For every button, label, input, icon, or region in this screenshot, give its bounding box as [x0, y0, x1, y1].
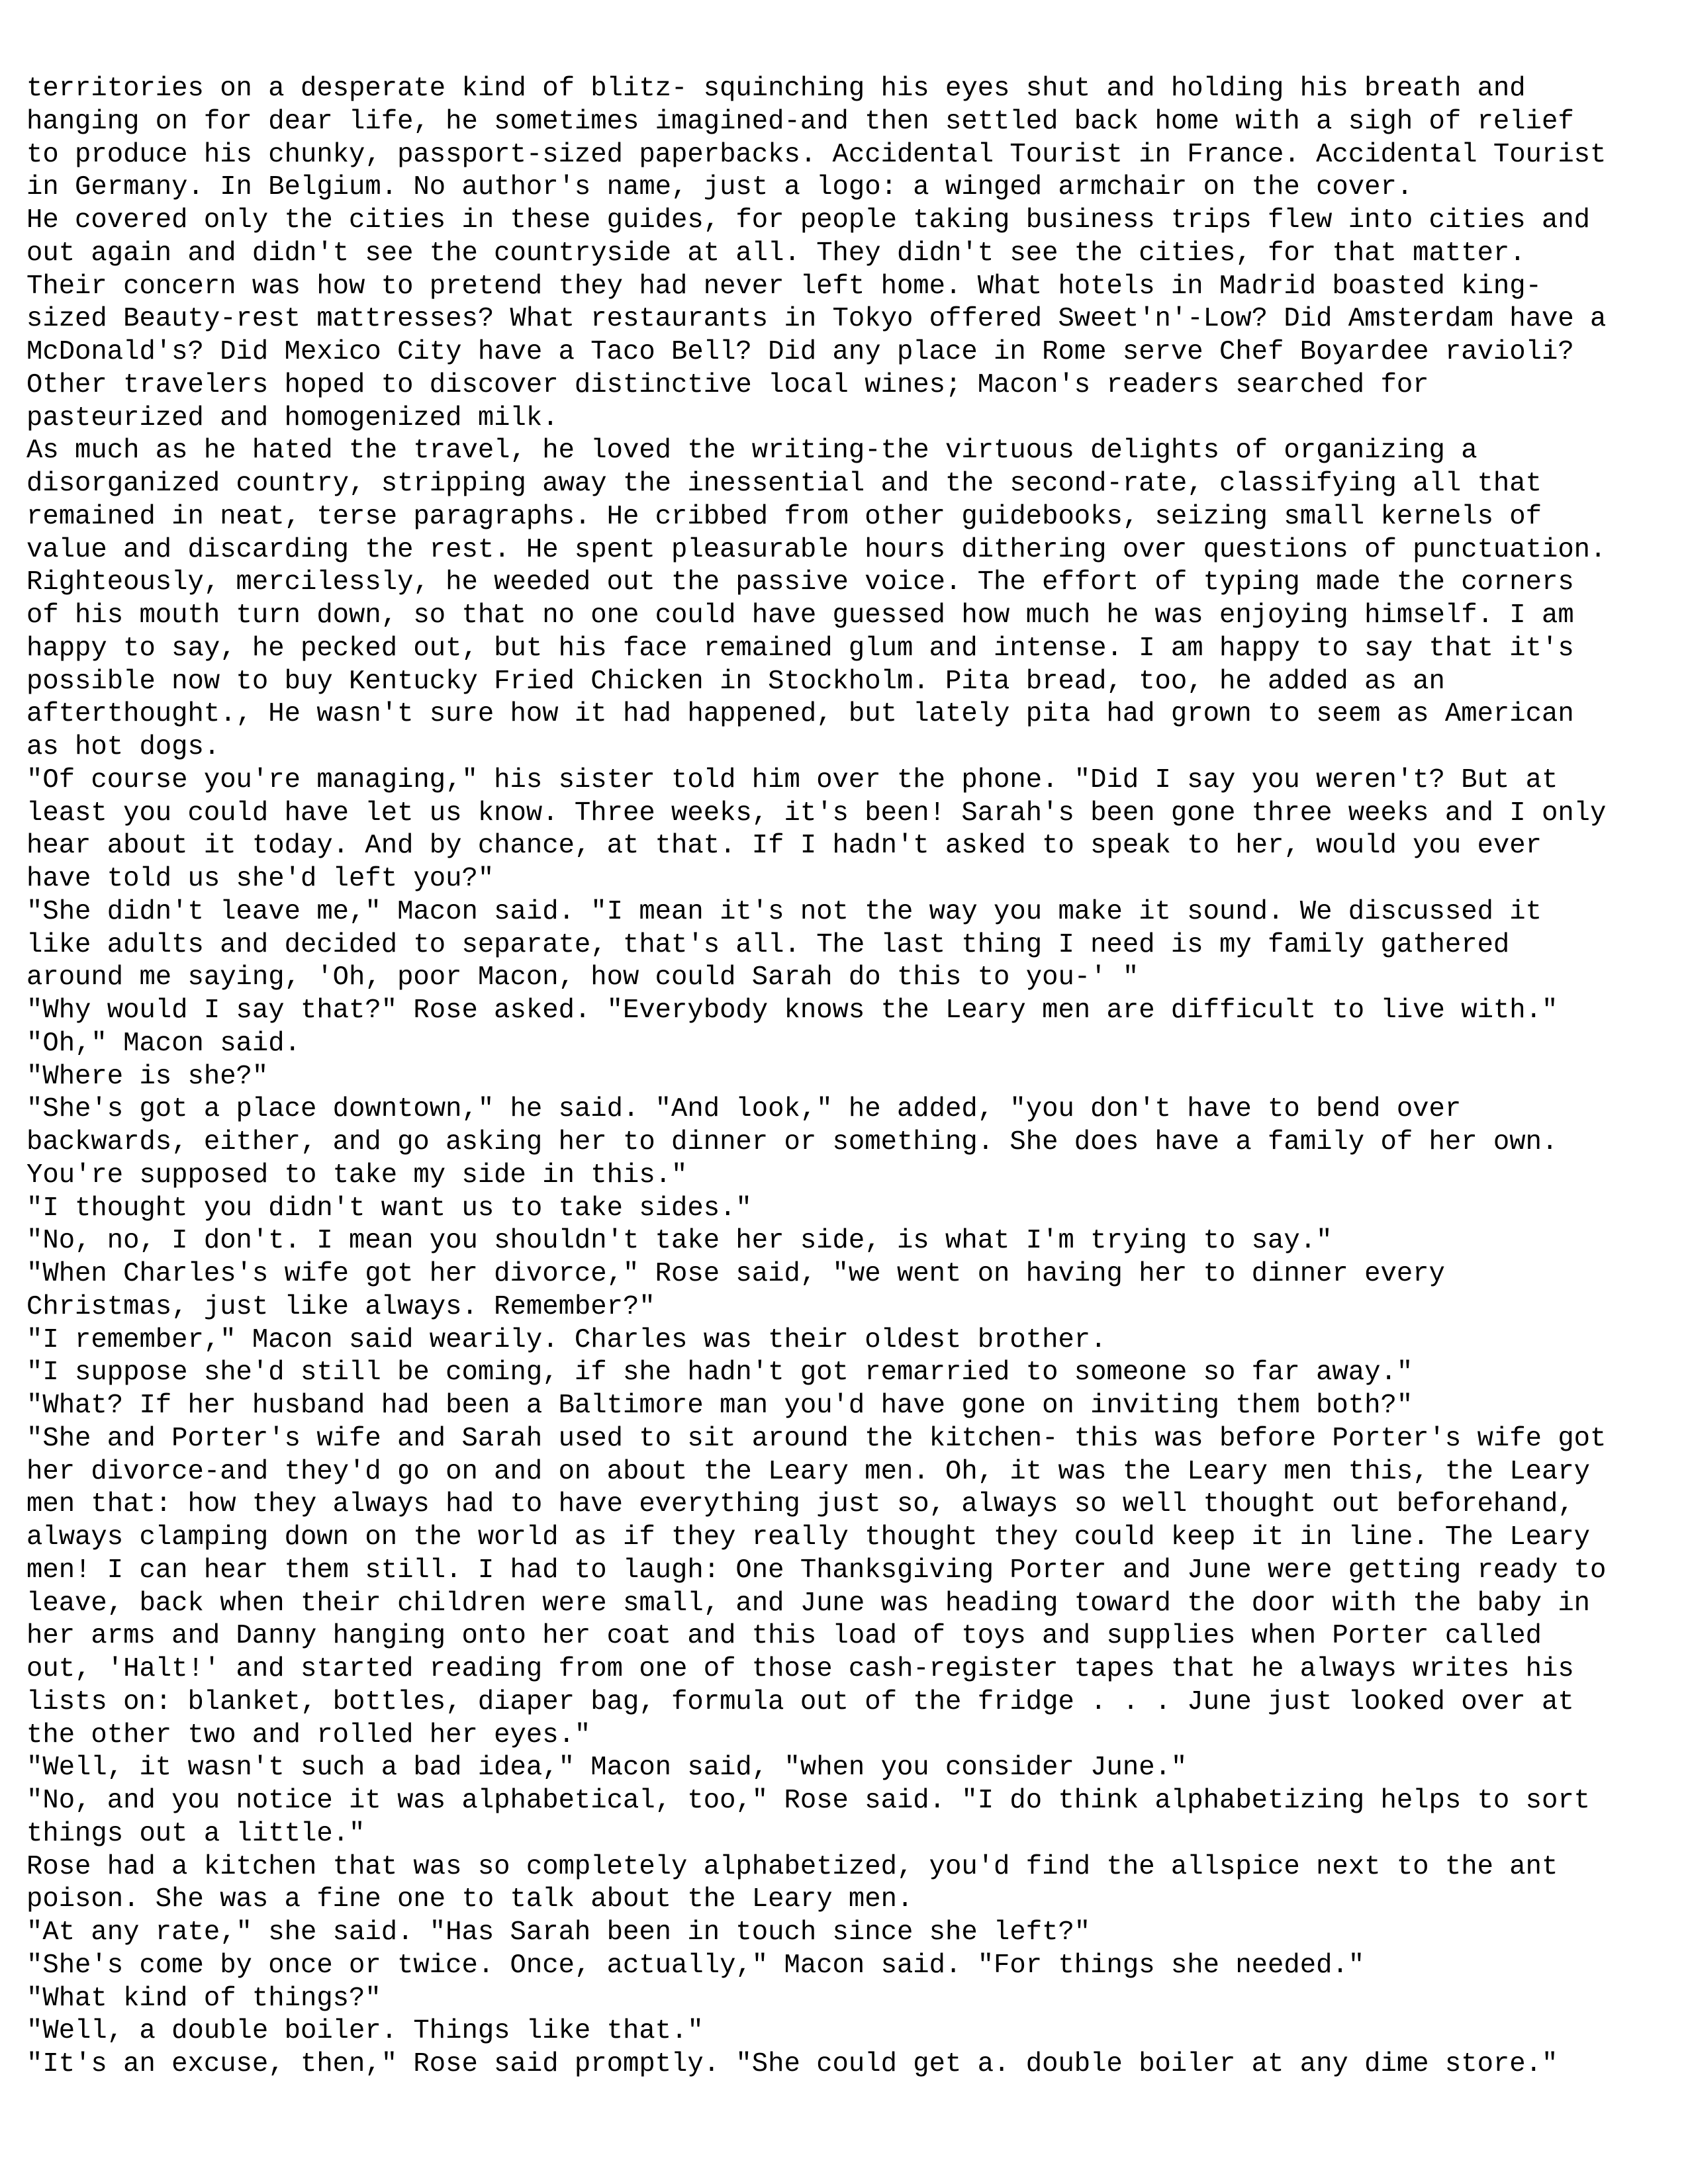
text-line: out again and didn't see the countryside at all. They didn't see the cities, for that matter. — [26, 238, 1526, 269]
text-line: "What? If her husband had been a Baltimore man you'd have gone on inviting them both?" — [26, 1390, 1413, 1421]
text-line: sized Beauty-rest mattresses? What restaurants in Tokyo offered Sweet'n'-Low? Did Amsterdam have a — [26, 304, 1607, 335]
text-line: "No, and you notice it was alphabetical, too," Rose said. "I do think alphabetizing helps to sort — [26, 1786, 1591, 1816]
text-line: "She's come by once or twice. Once, actually," Macon said. "For things she needed." — [26, 1950, 1365, 1981]
text-line: "Well, it wasn't such a bad idea," Macon said, "when you consider June." — [26, 1752, 1188, 1784]
text-line: have told us she'd left you?" — [26, 864, 494, 894]
text-line: "Of course you're managing," his sister told him over the phone. "Did I say you weren't? But at — [26, 764, 1558, 796]
text-line: men that: how they always had to have everything just so, always so well thought out beforehand, — [26, 1489, 1574, 1520]
text-line: McDonald's? Did Mexico City have a Taco Bell? Did any place in Rome serve Chef Boyardee ravioli? — [26, 337, 1574, 367]
text-line: value and discarding the rest. He spent pleasurable hours dithering over questions of punctuation. — [26, 534, 1607, 565]
text-line: backwards, either, and go asking her to dinner or something. She does have a family of her own. — [26, 1127, 1558, 1158]
text-line: He covered only the cities in these guides, for people taking business trips flew into cities and — [26, 205, 1591, 236]
text-line: hear about it today. And by chance, at that. If I hadn't asked to speak to her, would you ever — [26, 831, 1542, 862]
text-line: "She's got a place downtown," he said. "And look," he added, "you don't have to bend over — [26, 1094, 1462, 1125]
text-line: lists on: blanket, bottles, diaper bag, formula out of the fridge . . . June just looked over at — [26, 1686, 1574, 1717]
text-line: disorganized country, stripping away the inessential and the second-rate, classifying all that — [26, 469, 1542, 499]
text-line: in Germany. In Belgium. No author's name, just a logo: a winged armchair on the cover. — [26, 172, 1413, 203]
text-line: Their concern was how to pretend they had never left home. What hotels in Madrid boasted king- — [26, 271, 1542, 302]
text-line: afterthought., He wasn't sure how it had happened, but lately pita had grown to seem as American — [26, 699, 1574, 730]
text-line: like adults and decided to separate, that's all. The last thing I need is my family gathered — [26, 929, 1510, 960]
text-line: her divorce-and they'd go on and on about the Leary men. Oh, it was the Leary men this, the Leary — [26, 1456, 1591, 1487]
text-line: the other two and rolled her eyes." — [26, 1719, 591, 1751]
text-line: hanging on for dear life, he sometimes imagined-and then settled back home with a sigh of relief — [26, 106, 1574, 137]
text-line: "It's an excuse, then," Rose said promptly. "She could get a. double boiler at any dime store." — [26, 2049, 1558, 2079]
text-line: least you could have let us know. Three weeks, it's been! Sarah's been gone three weeks and I only — [26, 797, 1607, 829]
text-line: things out a little." — [26, 1818, 365, 1849]
text-line: "She didn't leave me," Macon said. "I mean it's not the way you make it sound. We discussed it — [26, 896, 1542, 927]
text-line: Rose had a kitchen that was so completely alphabetized, you'd find the allspice next to the ant — [26, 1851, 1558, 1882]
text-line: always clamping down on the world as if they really thought they could keep it in line. The Leary — [26, 1522, 1591, 1553]
text-line: As much as he hated the travel, he loved the writing-the virtuous delights of organizing a — [26, 435, 1477, 467]
text-line: You're supposed to take my side in this." — [26, 1160, 688, 1191]
text-line: "I suppose she'd still be coming, if she hadn't got remarried to someone so far away." — [26, 1357, 1413, 1388]
text-line: "What kind of things?" — [26, 1983, 381, 2014]
text-line: possible now to buy Kentucky Fried Chicken in Stockholm. Pita bread, too, he added as an — [26, 666, 1445, 697]
text-line: "Oh," Macon said. — [26, 1028, 301, 1059]
text-line: "Where is she?" — [26, 1061, 269, 1092]
text-line: "Well, a double boiler. Things like that." — [26, 2016, 704, 2047]
text-line: happy to say, he pecked out, but his face remained glum and intense. I am happy to say that it's — [26, 633, 1574, 664]
text-line: pasteurized and homogenized milk. — [26, 402, 559, 433]
text-line: men! I can hear them still. I had to laugh: One Thanksgiving Porter and June were getting ready to — [26, 1555, 1607, 1586]
text-line: poison. She was a fine one to talk about the Leary men. — [26, 1884, 914, 1915]
text-line: territories on a desperate kind of blitz- squinching his eyes shut and holding his breath and — [26, 73, 1526, 104]
text-line: Righteously, mercilessly, he weeded out the passive voice. The effort of typing made the corners — [26, 567, 1574, 598]
text-line: "Why would I say that?" Rose asked. "Everybody knows the Leary men are difficult to live with." — [26, 995, 1558, 1026]
text-line: "At any rate," she said. "Has Sarah been in touch since she left?" — [26, 1917, 1091, 1948]
text-line: out, 'Halt!' and started reading from one of those cash-register tapes that he always writes his — [26, 1654, 1574, 1684]
text-line: "She and Porter's wife and Sarah used to sit around the kitchen- this was before Porter's wife got — [26, 1423, 1607, 1454]
text-line: "No, no, I don't. I mean you shouldn't take her side, is what I'm trying to say." — [26, 1226, 1333, 1257]
document-page — [26, 73, 1662, 2081]
text-line: "I remember," Macon said wearily. Charles was their oldest brother. — [26, 1324, 1107, 1355]
text-line: as hot dogs. — [26, 732, 220, 762]
text-line: around me saying, 'Oh, poor Macon, how could Sarah do this to you-' " — [26, 962, 1139, 993]
text-line: remained in neat, terse paragraphs. He cribbed from other guidebooks, seizing small kernels of — [26, 501, 1542, 532]
text-line: "When Charles's wife got her divorce," Rose said, "we went on having her to dinner every — [26, 1259, 1445, 1289]
text-line: to produce his chunky, passport-sized paperbacks. Accidental Tourist in France. Accidental Tourist — [26, 139, 1607, 170]
text-line: "I thought you didn't want us to take sides." — [26, 1193, 752, 1224]
text-line: Other travelers hoped to discover distinctive local wines; Macon's readers searched for — [26, 369, 1429, 400]
text-line: leave, back when their children were small, and June was heading toward the door with the baby in — [26, 1588, 1591, 1619]
text-line: of his mouth turn down, so that no one could have guessed how much he was enjoying himself. I am — [26, 600, 1574, 631]
text-line: Christmas, just like always. Remember?" — [26, 1291, 655, 1322]
text-line: her arms and Danny hanging onto her coat and this load of toys and supplies when Porter called — [26, 1621, 1542, 1652]
